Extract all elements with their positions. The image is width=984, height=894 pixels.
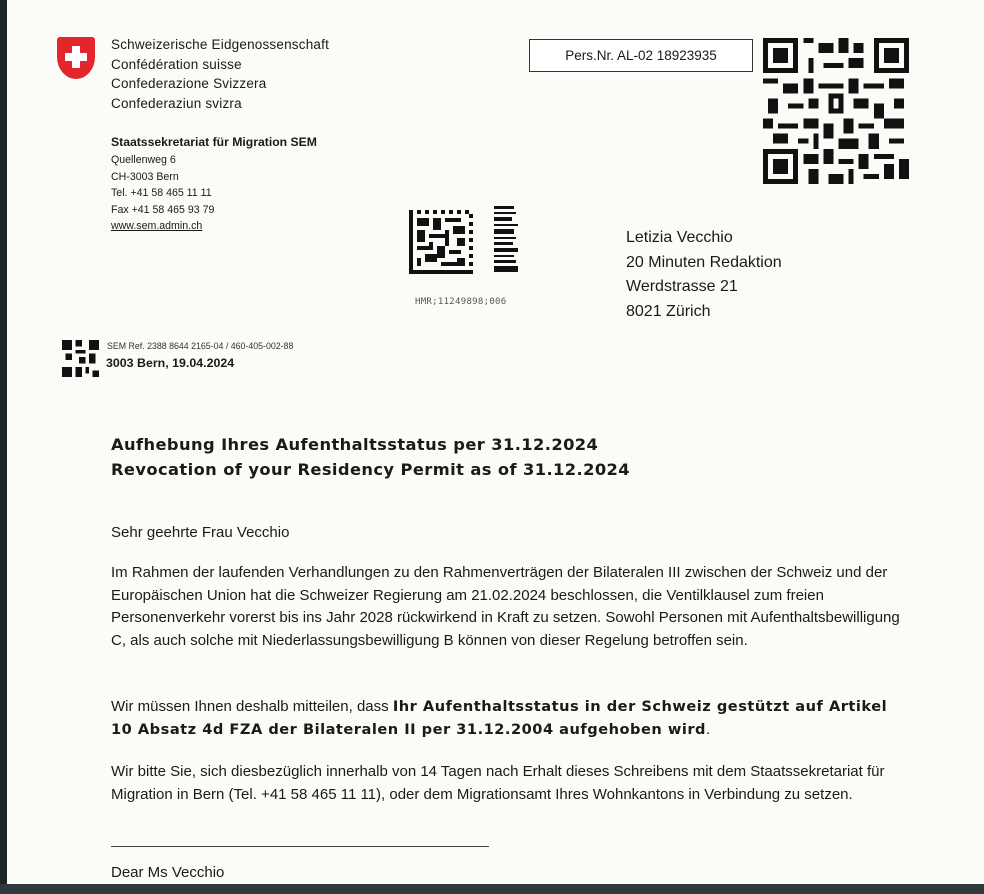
recipient-org: 20 Minuten Redaktion [626, 253, 782, 271]
confederation-names [111, 35, 329, 113]
barcode-icon [494, 206, 518, 272]
letter-page [7, 0, 984, 884]
divider [111, 846, 489, 847]
recipient-street: Werdstrasse 21 [626, 278, 738, 295]
confederation-it: Confederazione Svizzera [111, 76, 267, 91]
scan-edge [0, 0, 7, 894]
paragraph-3: Wir bitte Sie, sich diesbezüglich innerhalb von 14 Tagen nach Erhalt dieses Schreibens mit dem Staatssekretariat für Migration in Bern (Tel. +41 58 465 11 11), oder dem Migrationsamt Ihres Wohnkantons in Verbindung zu setzen. [111, 763, 885, 803]
paragraph-2 [111, 696, 911, 741]
address-street: Quellenweg 6 [111, 154, 176, 167]
address-fax: Fax +41 58 465 93 79 [111, 203, 215, 216]
hmr-code: HMR;11249898;006 [415, 297, 507, 307]
sender-address [111, 134, 317, 234]
paragraph-2-bold: Ihr Aufenthaltsstatus in der Schweiz gestützt auf Artikel 10 Absatz 4d FZA der Bilateralen II per 31.12.2004 aufgehoben wird [111, 698, 888, 738]
paragraph-2-intro: Wir müssen Ihnen deshalb mitteilen, dass [111, 698, 393, 715]
subject [111, 432, 630, 482]
swiss-cross-logo [57, 37, 95, 79]
salutation-en: Dear Ms Vecchio [111, 864, 225, 881]
qr-code-icon [763, 38, 909, 184]
subject-en: Revocation of your Residency Permit as of 31.12.2024 [111, 460, 630, 479]
recipient-address [626, 226, 782, 324]
address-tel: Tel. +41 58 465 11 11 [111, 187, 212, 200]
office-name: Staatssekretariat für Migration SEM [111, 135, 317, 149]
bottom-strip [0, 884, 984, 894]
sem-reference: SEM Ref. 2388 8644 2165-04 / 460-405-002-88 [107, 341, 294, 351]
confederation-rm: Confederaziun svizra [111, 95, 242, 111]
data-matrix-code-icon [409, 210, 473, 274]
confederation-fr: Confédération suisse [111, 56, 242, 72]
subject-de: Aufhebung Ihres Aufenthaltsstatus per 31.12.2024 [111, 435, 599, 454]
paragraph-2-end: . [705, 720, 711, 738]
recipient-name: Letizia Vecchio [626, 229, 733, 246]
address-city: CH-3003 Bern [111, 170, 179, 183]
recipient-city: 8021 Zürich [626, 302, 711, 320]
salutation-de: Sehr geehrte Frau Vecchio [111, 524, 290, 541]
personal-number-box: Pers.Nr. AL-02 18923935 [529, 39, 753, 72]
small-qr-code-icon [62, 340, 99, 377]
confederation-de: Schweizerische Eidgenossenschaft [111, 37, 330, 52]
place-date: 3003 Bern, 19.04.2024 [106, 356, 235, 370]
website-link[interactable]: www.sem.admin.ch [111, 220, 203, 233]
paragraph-1: Im Rahmen der laufenden Verhandlungen zu den Rahmenverträgen der Bilateralen III zwischen der Schweiz und der Europäischen Union hat die Schweizer Regierung am 21.02.2024 beschlossen, die Ventilklausel zum freien Personenverkehr vorerst bis ins Jahr 2028 rückwirkend in Kraft zu setzen. Sowohl Personen mit Aufenthaltsbewilligung C, als auch solche mit Niederlassungsbewilligung B können von dieser Regelung betroffen sein. [111, 564, 900, 649]
